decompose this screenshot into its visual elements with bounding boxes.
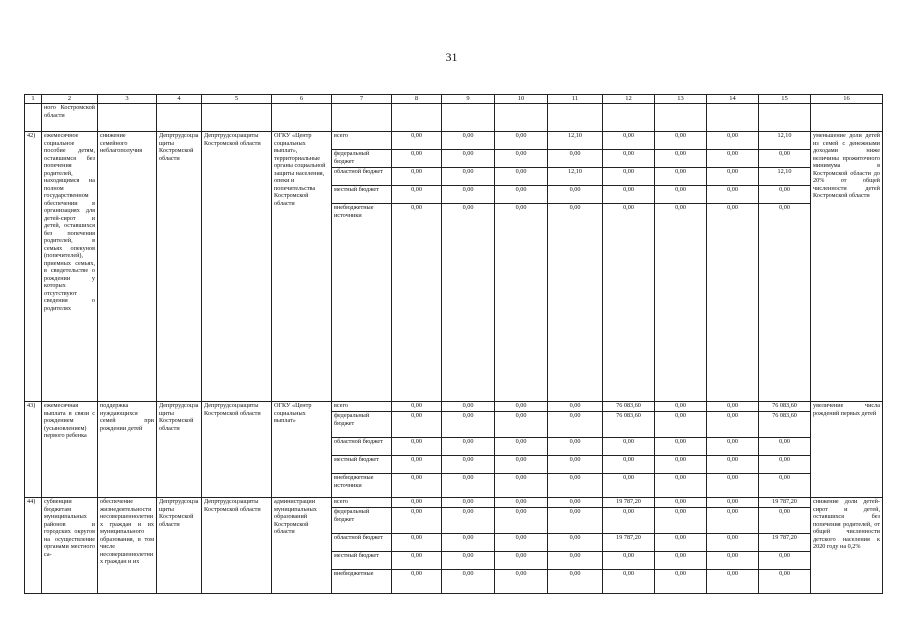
continuation-name: ного Костромской области	[42, 104, 98, 132]
funding-value: 0,00	[392, 570, 442, 594]
funding-value: 12,10	[548, 168, 603, 186]
funding-value: 76 083,60	[603, 402, 655, 412]
funding-value: 0,00	[548, 412, 603, 438]
table-body	[25, 95, 883, 594]
cell-empty	[603, 104, 655, 132]
funding-value: 0,00	[392, 186, 442, 204]
funding-value: 0,00	[548, 150, 603, 168]
column-number: 10	[495, 95, 548, 104]
funding-value: 0,00	[495, 402, 548, 412]
row-number: 44)	[25, 498, 42, 594]
funding-value: 0,00	[603, 474, 655, 498]
funding-value: 0,00	[548, 204, 603, 402]
funding-value: 0,00	[392, 508, 442, 534]
funding-value: 0,00	[548, 474, 603, 498]
funding-value: 0,00	[707, 150, 759, 168]
cell-empty	[655, 104, 707, 132]
executor: администрации муниципальных образований Костромской области	[272, 498, 332, 594]
funding-value: 0,00	[655, 168, 707, 186]
funding-value: 0,00	[655, 456, 707, 474]
funding-value: 12,10	[759, 168, 811, 186]
funding-value: 0,00	[603, 150, 655, 168]
responsible-executor: Депртрудсоцзащиты Костромской области	[202, 402, 272, 498]
funding-source-label: местный бюджет	[332, 456, 392, 474]
column-number: 2	[42, 95, 98, 104]
funding-value: 0,00	[392, 412, 442, 438]
funding-value: 0,00	[442, 498, 495, 508]
funding-value: 0,00	[603, 456, 655, 474]
funding-value: 0,00	[655, 150, 707, 168]
measure-goal: обеспечение жизнедеятельности несовершеннолетних граждан и их муниципального образования, в том числе несовершеннолетних граждан и их	[98, 498, 157, 594]
funding-value: 0,00	[392, 204, 442, 402]
row-number: 42)	[25, 132, 42, 402]
funding-value: 0,00	[603, 438, 655, 456]
funding-value: 0,00	[759, 186, 811, 204]
funding-value: 0,00	[495, 474, 548, 498]
cell-empty	[392, 104, 442, 132]
funding-value: 0,00	[603, 508, 655, 534]
funding-value: 0,00	[442, 438, 495, 456]
funding-source-label: областной бюджет	[332, 168, 392, 186]
funding-value: 76 083,60	[603, 412, 655, 438]
funding-value: 0,00	[759, 474, 811, 498]
cell-empty	[202, 104, 272, 132]
funding-source-label: областной бюджет	[332, 534, 392, 552]
measure-name: субвенции бюджетам муниципальных районов и городских округов на осуществление органами местного са-	[42, 498, 98, 594]
column-number: 9	[442, 95, 495, 104]
cell-empty	[25, 104, 42, 132]
funding-value: 0,00	[655, 552, 707, 570]
funding-value: 0,00	[707, 132, 759, 150]
funding-value: 0,00	[707, 474, 759, 498]
column-number-row	[25, 95, 883, 104]
cell-empty	[548, 104, 603, 132]
funding-value: 0,00	[442, 570, 495, 594]
cell-empty	[98, 104, 157, 132]
budget-table	[24, 94, 883, 594]
funding-value: 0,00	[442, 204, 495, 402]
table-row	[25, 402, 883, 412]
funding-value: 0,00	[603, 186, 655, 204]
funding-value: 0,00	[603, 168, 655, 186]
funding-value: 0,00	[392, 438, 442, 456]
funding-value: 0,00	[442, 150, 495, 168]
funding-value: 0,00	[495, 534, 548, 552]
funding-value: 0,00	[548, 438, 603, 456]
page-number: 31	[445, 50, 458, 64]
co-executor: Депртрудсоцзащиты Костромской области	[157, 402, 202, 498]
funding-source-label: всего	[332, 132, 392, 150]
funding-value: 0,00	[655, 438, 707, 456]
funding-value: 0,00	[392, 168, 442, 186]
funding-value: 0,00	[655, 508, 707, 534]
funding-value: 0,00	[392, 132, 442, 150]
funding-source-label: всего	[332, 402, 392, 412]
funding-value: 0,00	[392, 402, 442, 412]
funding-source-label: федеральный бюджет	[332, 412, 392, 438]
funding-value: 0,00	[707, 168, 759, 186]
funding-value: 0,00	[707, 570, 759, 594]
funding-value: 0,00	[442, 552, 495, 570]
cell-empty	[272, 104, 332, 132]
column-number: 13	[655, 95, 707, 104]
funding-value: 0,00	[495, 186, 548, 204]
target-indicator: увеличение числа рождений первых детей	[811, 402, 883, 498]
funding-value: 19 787,20	[759, 534, 811, 552]
column-number: 16	[811, 95, 883, 104]
funding-value: 19 787,20	[603, 534, 655, 552]
funding-source-label: внебюджетные источники	[332, 474, 392, 498]
funding-value: 0,00	[603, 132, 655, 150]
funding-value: 0,00	[495, 150, 548, 168]
funding-value: 0,00	[548, 552, 603, 570]
funding-value: 0,00	[548, 456, 603, 474]
column-number: 3	[98, 95, 157, 104]
funding-value: 0,00	[442, 186, 495, 204]
funding-value: 0,00	[442, 534, 495, 552]
column-number: 14	[707, 95, 759, 104]
funding-value: 0,00	[548, 508, 603, 534]
executor: ОГКУ «Центр социальных выплат», территориальные органы социальной защиты населения, опеки и попечительства Костромской области	[272, 132, 332, 402]
cell-empty	[707, 104, 759, 132]
column-number: 7	[332, 95, 392, 104]
responsible-executor: Депртрудсоцзащиты Костромской области	[202, 132, 272, 402]
funding-value: 76 083,60	[759, 412, 811, 438]
column-number: 6	[272, 95, 332, 104]
funding-value: 0,00	[548, 402, 603, 412]
funding-value: 0,00	[548, 186, 603, 204]
funding-value: 0,00	[603, 552, 655, 570]
funding-source-label: внебюджетные источники	[332, 204, 392, 402]
funding-value: 0,00	[495, 570, 548, 594]
funding-value: 0,00	[495, 508, 548, 534]
cell-empty	[759, 104, 811, 132]
column-number: 4	[157, 95, 202, 104]
table-row	[25, 498, 883, 508]
funding-value: 0,00	[548, 570, 603, 594]
measure-goal: снижение семейного неблагополучия	[98, 132, 157, 402]
co-executor: Депртрудсоцзащиты Костромской области	[157, 132, 202, 402]
funding-value: 0,00	[442, 168, 495, 186]
funding-value: 0,00	[759, 204, 811, 402]
executor: ОГКУ «Центр социальных выплат»	[272, 402, 332, 498]
funding-value: 0,00	[442, 456, 495, 474]
funding-value: 0,00	[392, 474, 442, 498]
funding-source-label: федеральный бюджет	[332, 150, 392, 168]
target-indicator: уменьшение доли детей из семей с денежными доходами ниже величины прожиточного минимума в Костромской области до 20% от общей численности детей Костромской области	[811, 132, 883, 402]
funding-value: 0,00	[442, 402, 495, 412]
funding-value: 0,00	[548, 534, 603, 552]
funding-value: 0,00	[655, 534, 707, 552]
column-number: 8	[392, 95, 442, 104]
table-row	[25, 132, 883, 150]
funding-value: 0,00	[655, 204, 707, 402]
funding-value: 0,00	[603, 204, 655, 402]
funding-value: 76 083,60	[759, 402, 811, 412]
funding-value: 0,00	[759, 508, 811, 534]
funding-value: 0,00	[655, 186, 707, 204]
funding-value: 0,00	[759, 570, 811, 594]
column-number: 11	[548, 95, 603, 104]
funding-value: 0,00	[655, 474, 707, 498]
measure-name: ежемесячная выплата в связи с рождением (усыновлением) первого ребенка	[42, 402, 98, 498]
funding-value: 0,00	[495, 456, 548, 474]
funding-source-label: местный бюджет	[332, 186, 392, 204]
cell-empty	[157, 104, 202, 132]
cell-empty	[442, 104, 495, 132]
funding-value: 0,00	[707, 402, 759, 412]
funding-value: 0,00	[495, 204, 548, 402]
funding-value: 0,00	[392, 150, 442, 168]
funding-value: 0,00	[707, 204, 759, 402]
column-number: 5	[202, 95, 272, 104]
column-number: 15	[759, 95, 811, 104]
funding-value: 0,00	[442, 412, 495, 438]
funding-value: 0,00	[495, 498, 548, 508]
funding-value: 12,10	[759, 132, 811, 150]
funding-value: 19 787,20	[603, 498, 655, 508]
funding-value: 0,00	[707, 508, 759, 534]
funding-source-label: местный бюджет	[332, 552, 392, 570]
funding-value: 0,00	[655, 570, 707, 594]
funding-value: 0,00	[707, 456, 759, 474]
cell-empty	[811, 104, 883, 132]
funding-value: 0,00	[759, 150, 811, 168]
measure-goal: поддержка нуждающихся семей при рождении детей	[98, 402, 157, 498]
funding-value: 0,00	[392, 498, 442, 508]
funding-value: 0,00	[495, 552, 548, 570]
funding-value: 0,00	[707, 552, 759, 570]
funding-source-label: внебюджетные	[332, 570, 392, 594]
funding-value: 0,00	[707, 412, 759, 438]
funding-value: 0,00	[495, 412, 548, 438]
funding-value: 0,00	[392, 534, 442, 552]
funding-value: 0,00	[392, 456, 442, 474]
funding-value: 0,00	[442, 508, 495, 534]
co-executor: Депртрудсоцзащиты Костромской области	[157, 498, 202, 594]
funding-value: 0,00	[392, 552, 442, 570]
funding-value: 0,00	[655, 412, 707, 438]
funding-value: 0,00	[655, 402, 707, 412]
continuation-row	[25, 104, 883, 132]
funding-value: 0,00	[707, 534, 759, 552]
target-indicator: снижение доли детей-сирот и детей, оставшихся без попечения родителей, от общей численности детского населения к 2020 году на 0,2%	[811, 498, 883, 594]
funding-value: 0,00	[603, 570, 655, 594]
funding-value: 0,00	[655, 498, 707, 508]
funding-value: 12,10	[548, 132, 603, 150]
funding-source-label: федеральный бюджет	[332, 508, 392, 534]
funding-value: 0,00	[548, 498, 603, 508]
row-number: 43)	[25, 402, 42, 498]
responsible-executor: Депртрудсоцзащиты Костромской области	[202, 498, 272, 594]
funding-value: 0,00	[495, 132, 548, 150]
cell-empty	[332, 104, 392, 132]
measure-name: ежемесячное социальное пособие детям, оставшимся без попечения родителей, находящимся на полном государственном обеспечении в организациях для детей-сирот и детей, оставшихся без попечения родителей, в семьях опекунов (попечителей), приемных семьях, в свидетельстве о рождении у которых отсутствуют сведения о родителях	[42, 132, 98, 402]
funding-value: 0,00	[495, 438, 548, 456]
funding-value: 0,00	[759, 438, 811, 456]
funding-value: 0,00	[707, 438, 759, 456]
column-number: 1	[25, 95, 42, 104]
column-number: 12	[603, 95, 655, 104]
funding-value: 0,00	[442, 132, 495, 150]
funding-source-label: всего	[332, 498, 392, 508]
funding-value: 0,00	[495, 168, 548, 186]
funding-value: 0,00	[759, 456, 811, 474]
funding-value: 0,00	[707, 498, 759, 508]
funding-value: 0,00	[655, 132, 707, 150]
funding-value: 0,00	[759, 552, 811, 570]
funding-source-label: областной бюджет	[332, 438, 392, 456]
funding-value: 19 787,20	[759, 498, 811, 508]
cell-empty	[495, 104, 548, 132]
funding-value: 0,00	[442, 474, 495, 498]
funding-value: 0,00	[707, 186, 759, 204]
